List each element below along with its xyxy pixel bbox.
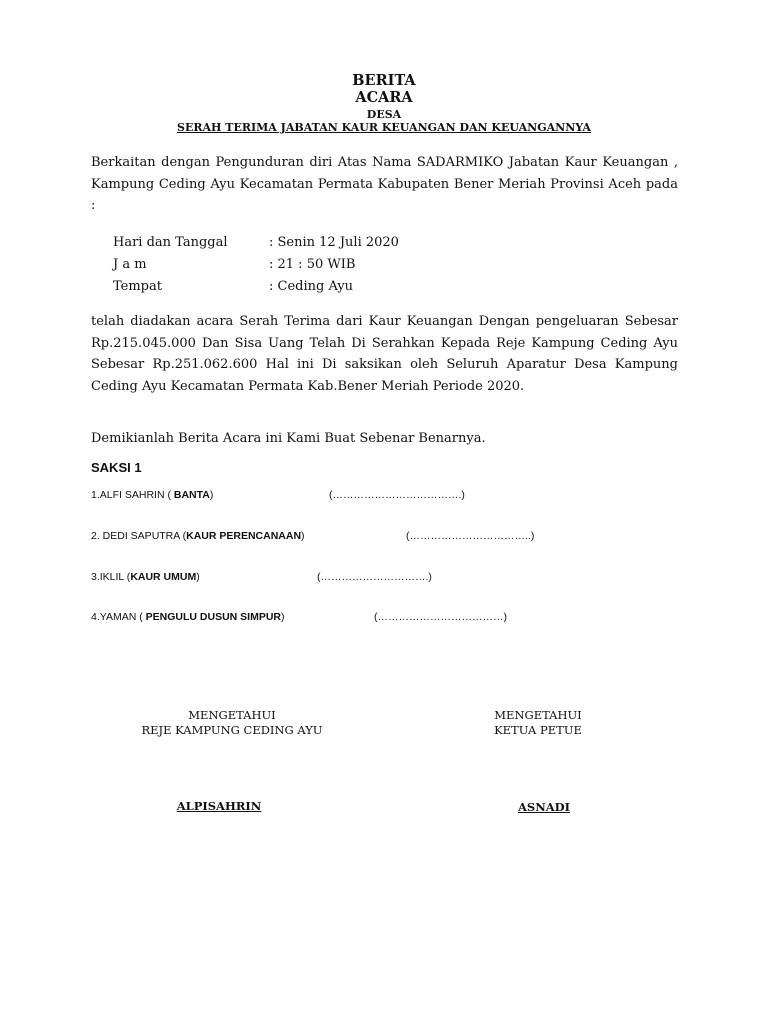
body-paragraph: telah diadakan acara Serah Terima dari Kaur Keuangan Dengan pengeluaran Sebesar Rp.215.045.000 Dan Sisa Uang Telah Di Serahkan Kepada Reje Kampung Ceding Ayu Sebesar Rp.251.062.600 Hal ini Di saksikan oleh Seluruh Aparatur Desa Kampung Ceding Ayu Kecamatan Permata Kab.Bener Meriah Periode 2020. xyxy=(91,314,678,394)
title-line-desa: DESA xyxy=(366,108,402,121)
signature-block-reje xyxy=(126,708,338,738)
signature-line: (……………………………..) xyxy=(406,530,535,542)
detail-label: Tempat xyxy=(113,279,162,294)
signer-title: KETUA PETUE xyxy=(494,723,582,737)
signature-block-petue xyxy=(458,708,618,738)
witness-row xyxy=(91,529,535,543)
acknowledge-label: MENGETAHUI xyxy=(188,708,276,722)
detail-value: : 21 : 50 WIB xyxy=(269,257,356,272)
document-subject: SERAH TERIMA JABATAN KAUR KEUANGAN DAN KEUANGANNYA xyxy=(177,121,591,134)
witness-row xyxy=(91,610,507,624)
witness-role: PENGULU DUSUN SIMPUR xyxy=(145,611,281,623)
detail-value: : Senin 12 Juli 2020 xyxy=(269,235,399,250)
closing-paragraph: Demikianlah Berita Acara ini Kami Buat Sebenar Benarnya. xyxy=(91,431,486,446)
detail-label: Hari dan Tanggal xyxy=(113,235,228,250)
witness-close: ) xyxy=(301,530,305,542)
witness-role: BANTA xyxy=(173,489,210,501)
signer-title: REJE KAMPUNG CEDING AYU xyxy=(141,723,323,737)
witness-row xyxy=(91,488,465,502)
witness-name: 1.ALFI SAHRIN ( xyxy=(91,489,174,501)
witness-heading: SAKSI 1 xyxy=(91,460,142,475)
witness-close: ) xyxy=(281,611,285,623)
signature-line: (……………………………….) xyxy=(329,489,465,501)
witness-row xyxy=(91,570,432,584)
witness-close: ) xyxy=(196,571,200,583)
witness-name: 3.IKLIL ( xyxy=(91,571,131,583)
acknowledge-label: MENGETAHUI xyxy=(494,708,582,722)
detail-label: J a m xyxy=(113,257,147,272)
title-line-berita: BERITA xyxy=(352,72,416,89)
intro-paragraph: Berkaitan dengan Pengunduran diri Atas Nama SADARMIKO Jabatan Kaur Keuangan , Kampung Ceding Ayu Kecamatan Permata Kabupaten Bener Meriah Provinsi Aceh pada : xyxy=(91,155,678,213)
signature-line: (………………………………) xyxy=(374,611,507,623)
signer-name-reje: ALPISAHRIN xyxy=(176,799,262,813)
signer-name-petue: ASNADI xyxy=(517,800,570,814)
witness-role: KAUR UMUM xyxy=(130,571,197,583)
witness-name: 2. DEDI SAPUTRA ( xyxy=(91,530,187,542)
signature-line: (………………………….) xyxy=(317,571,432,583)
witness-name: 4.YAMAN ( xyxy=(91,611,146,623)
witness-role: KAUR PERENCANAAN xyxy=(186,530,302,542)
detail-value: : Ceding Ayu xyxy=(269,279,354,294)
title-line-acara: ACARA xyxy=(355,89,413,106)
witness-close: ) xyxy=(209,489,214,501)
